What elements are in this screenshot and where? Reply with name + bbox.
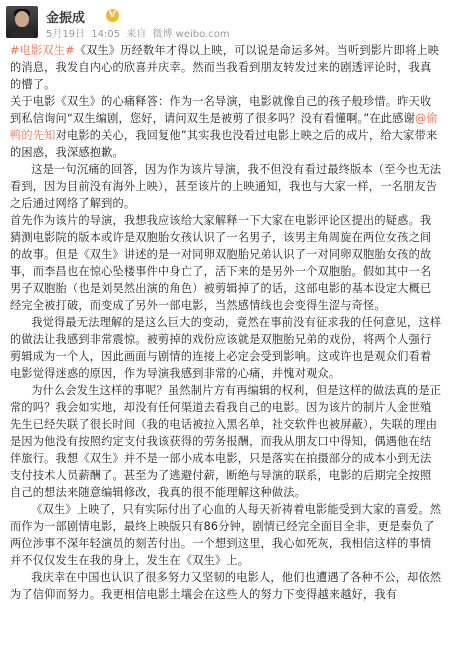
paragraph-3: 这是一句沉痛的回答，因为作为该片导演，我不但没有看过最终版本（至今也无法看到，因为目前没有海外上映），甚至该片的上映通知，我也与大家一样，一名朋友告之后通过网络了解到的。 bbox=[10, 163, 442, 210]
mention-link[interactable]: @偷鸭的先知 bbox=[10, 112, 438, 142]
post-source[interactable]: 微博 weibo.com bbox=[152, 29, 230, 40]
paragraph-6: 为什么会发生这样的事呢？虽然制片方有再编辑的权利，但是这样的做法真的是正常的吗？我会如实地，却没有任何渠道去看我自己的电影。因为该片的制片人金世殖先生已经失联了很长时间（我的电话被拉入黑名单，社交软件也被屏蔽），失联的理由是因为他没有按照约定支付我该获得的劳务报酬，而我从朋友口中得知，偶遇他在结伴旅行。我想《双生》并不是一部小成本电影，只是落实在拍摄部分的成本小到无法支付技术人员薪酬了。甚至为了逃避付薪，断绝与导演的联系，电影的后期完全按照自己的想法来随意编辑修改，我真的很不能理解这种做法。 bbox=[10, 384, 442, 499]
paragraph-2: 关于电影《双生》的心痛释答：作为一名导演，电影就像自己的孩子般珍惜。昨天收到私信询问“双生编剧，您好，请问双生是被剪了很多吗？没有看懂啊。”在此感谢 bbox=[10, 95, 432, 125]
post-date[interactable]: 5月19日 bbox=[46, 29, 86, 40]
post-time: 14:05 bbox=[91, 29, 121, 40]
post-meta bbox=[46, 25, 233, 40]
verified-badge-icon: V bbox=[106, 9, 119, 22]
paragraph-2b: 对电影的关心，我回复他”其实我也没看过电影上映之后的成片，给大家带来的困惑，我深感抱歉。 bbox=[10, 129, 438, 159]
author-avatar[interactable] bbox=[6, 6, 38, 38]
post-header bbox=[6, 6, 446, 40]
from-label: 来自 bbox=[126, 29, 147, 40]
paragraph-8: 我庆幸在中国也认识了很多努力又坚韧的电影人，他们也遭遇了各种不公，却依然为了信仰而努力。我更相信电影土壤会在这些人的努力下变得越来越好，我有 bbox=[10, 571, 442, 601]
author-name[interactable]: 金振成 bbox=[46, 11, 86, 26]
paragraph-5: 我觉得最无法理解的是这么巨大的变动，竟然在事前没有征求我的任何意见，这样的做法让我感到非常震惊。被剪掉的戏份应该就是双胞胎兄弟的戏份，将两个人强行剪辑成为一个人，因此画面与剧情的连接上必定会受到影响。这或许也是观众们看着电影觉得迷惑的原因，作为导演我感到非常的心痛，并愧对观众。 bbox=[10, 316, 442, 380]
post-content bbox=[10, 42, 442, 603]
paragraph-4: 首先作为该片的导演，我想我应该给大家解释一下大家在电影评论区提出的疑惑。我猜测电影院的版本或许是双胞胎女孩认识了一名男子，该男主角周旋在两位女孩之间的故事。但是《双生》讲述的是一对同卵双胞胎兄弟认识了一对同卵双胞胎女孩的故事，而李昌也在惊心坠楼事件中身亡了，活下来的是另外一个双胞胎。假如其中一名男子双胞胎（也是刘昊然出演的角色）被剪辑掉了的话，这部电影的基本设定大概已经完全被打破，而变成了另外一部电影，当然感情线也会变得生涩与奇怪。 bbox=[10, 214, 432, 312]
hashtag-link[interactable]: #电影双生# bbox=[10, 44, 75, 57]
paragraph-1: 《双生》历经数年才得以上映，可以说是命运多舛。当听到影片即将上映的消息，我发自内心的欣喜并庆幸。然而当我看到朋友转发过来的剧透评论时，我真的懵了。 bbox=[10, 44, 440, 91]
paragraph-7: 《双生》上映了，只有实际付出了心血的人每天祈祷着电影能受到大家的喜爱。然而作为一部剧情电影，最终上映版只有86分钟，剧情已经完全面目全非，更是秦负了两位涉事不深年轻演员的刻苦付出。一个想到这里，我心如死灰，我相信这样的事情并不仅仅发生在我的身上，发生在《双生》上。 bbox=[10, 503, 442, 567]
